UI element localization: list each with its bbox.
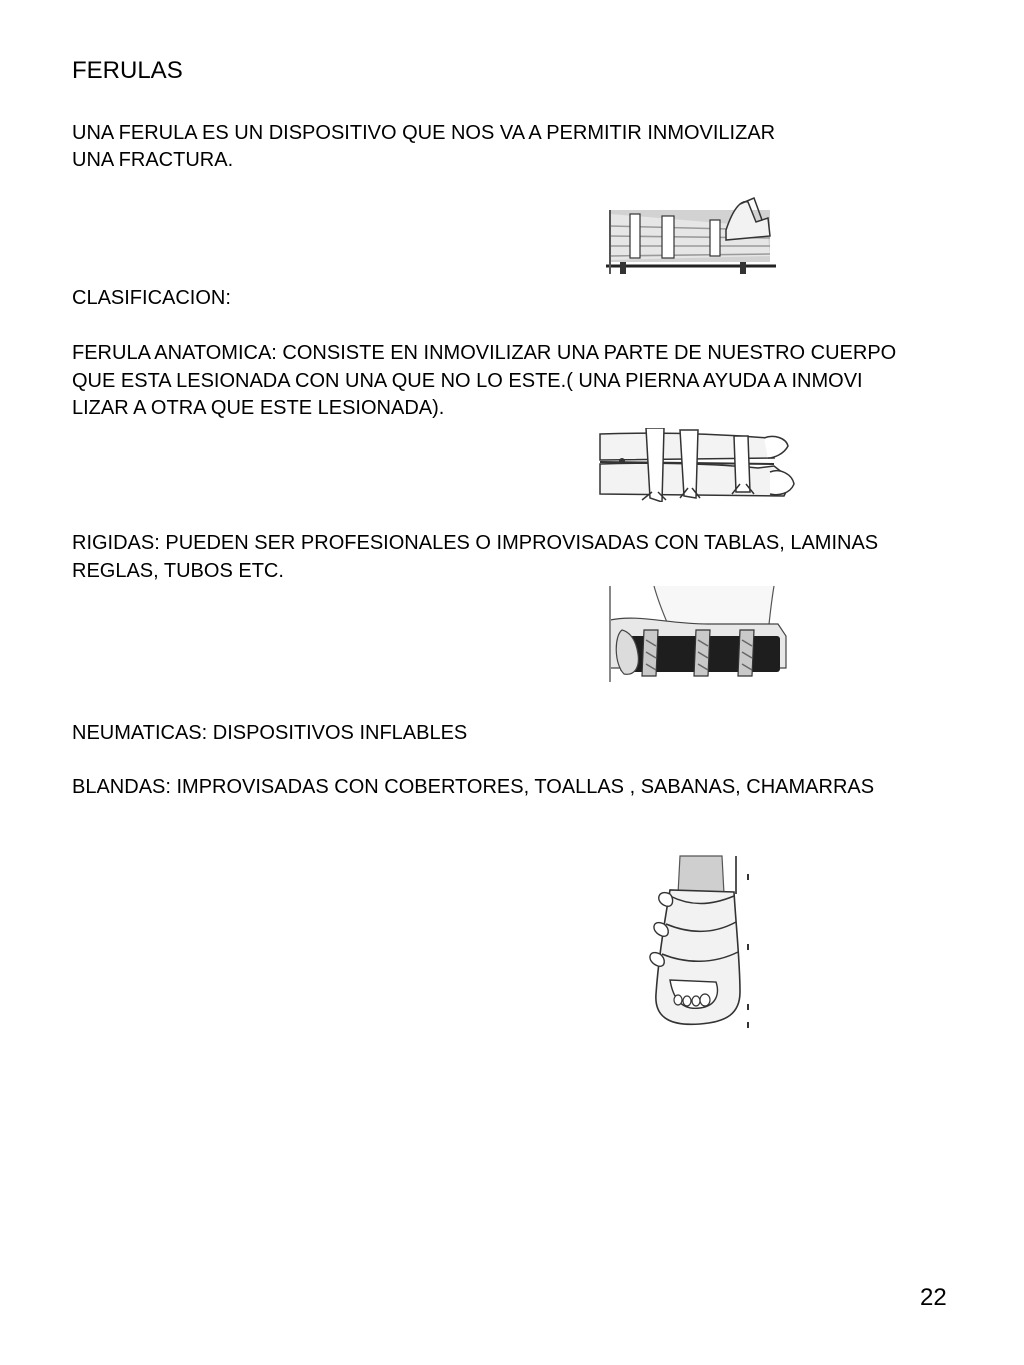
intro-line-2: UNA FRACTURA. bbox=[72, 149, 234, 171]
rigidas-line-2: REGLAS, TUBOS ETC. bbox=[72, 560, 284, 582]
anatomica-line-1: FERULA ANATOMICA: CONSISTE EN INMOVILIZAR UNA PARTE DE NUESTRO CUERPO bbox=[72, 342, 897, 364]
page-title: FERULAS bbox=[72, 57, 183, 84]
blandas-text: BLANDAS: IMPROVISADAS CON COBERTORES, TOALLAS , SABANAS, CHAMARRAS bbox=[72, 776, 875, 798]
anatomical-leg-splint-illustration bbox=[598, 428, 798, 502]
intro-line-1: UNA FERULA ES UN DISPOSITIVO QUE NOS VA A PERMITIR INMOVILIZAR bbox=[72, 122, 776, 144]
rigid-arm-splint-illustration bbox=[608, 584, 790, 684]
page-number: 22 bbox=[920, 1284, 947, 1311]
anatomica-line-2: QUE ESTA LESIONADA CON UNA QUE NO LO ESTE.( UNA PIERNA AYUDA A INMOVI bbox=[72, 370, 863, 392]
anatomica-line-3: LIZAR A OTRA QUE ESTE LESIONADA). bbox=[72, 397, 445, 419]
rigidas-line-1: RIGIDAS: PUEDEN SER PROFESIONALES O IMPROVISADAS CON TABLAS, LAMINAS bbox=[72, 532, 879, 554]
neumaticas-text: NEUMATICAS: DISPOSITIVOS INFLABLES bbox=[72, 722, 468, 744]
leg-splint-board-illustration bbox=[606, 196, 778, 278]
soft-foot-splint-illustration bbox=[640, 854, 754, 1030]
classification-heading: CLASIFICACION: bbox=[72, 287, 231, 309]
